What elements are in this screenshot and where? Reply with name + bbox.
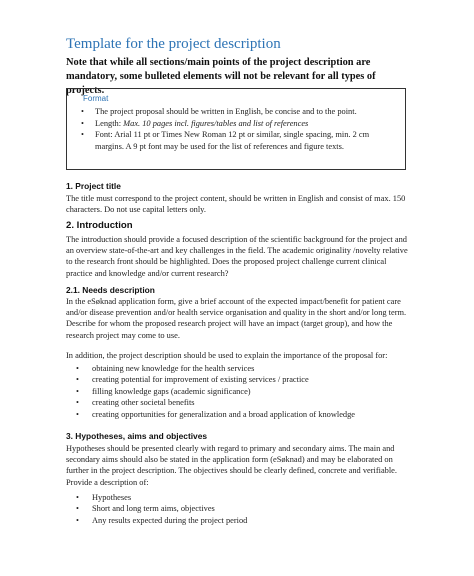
- section-1-body: The title must correspond to the project content, should be written in English and consist of max. 150 characters. Do not use capital letters only.: [66, 194, 406, 215]
- format-item-language: • The project proposal should be written in English, be concise and to the point.: [81, 106, 397, 118]
- format-item-length-value: Max. 10 pages incl. figures/tables and list of references: [123, 118, 309, 128]
- section-3-heading: 3. Hypotheses, aims and objectives: [66, 431, 208, 441]
- format-box-label: Format: [83, 94, 109, 103]
- section-2-1-body: In the eSøknad application form, give a brief account of the expected impact/benefit for patient care and/or disease prevention and/or health service organisation and quality in the short and/or long term. Describe for whom the proposed research project will have an impact (target group), and how the research project may come to use.: [66, 297, 407, 340]
- page-title: Template for the project description: [66, 36, 281, 52]
- list-item: • creating other societal benefits: [76, 397, 416, 408]
- section-3-body: Hypotheses should be presented clearly with regard to primary and secondary aims. The main and secondary aims should also be stated in the application form (eSøknad) and may be elaborated on further in the project description. The objectives should be clearly defined, concrete and verifiable. Provide a description of:: [66, 444, 397, 487]
- format-item-length: [81, 118, 397, 130]
- section-2-1-intro: In addition, the project description should be used to explain the importance of the proposal for:: [66, 351, 388, 360]
- list-item: • creating opportunities for generalization and a broad application of knowledge: [76, 409, 416, 420]
- list-item: • obtaining new knowledge for the health services: [76, 363, 416, 374]
- importance-list: [76, 363, 416, 420]
- section-2-body: The introduction should provide a focused description of the scientific background for the project and an overview state-of-the-art and key challenges in the field. The academic originality /novelty relative to the research front should be highlighted. Does the proposed project challenge current clinical practice and knowledge and/or current research?: [66, 235, 408, 278]
- section-2-heading: 2. Introduction: [66, 220, 133, 231]
- list-item: • Hypotheses: [76, 492, 416, 503]
- format-item-font: • Font: Arial 11 pt or Times New Roman 12 pt or similar, single spacing, min. 2 cm margins. A 9 pt font may be used for the list of references and figure texts.: [81, 129, 397, 152]
- list-item: • creating potential for improvement of existing services / practice: [76, 374, 416, 385]
- format-list: [81, 106, 397, 152]
- mandatory-note: Note that while all sections/main points of the project description are mandatory, some bulleted elements will not be relevant for all types of projects.: [66, 57, 376, 96]
- section-1-heading: 1. Project title: [66, 181, 121, 191]
- list-item: • Short and long term aims, objectives: [76, 503, 416, 514]
- list-item: • filling knowledge gaps (academic significance): [76, 386, 416, 397]
- format-item-length-prefix: Length:: [95, 118, 124, 128]
- section-2-1-heading: 2.1. Needs description: [66, 285, 155, 295]
- list-item: • Any results expected during the project period: [76, 515, 416, 526]
- hypotheses-list: [76, 492, 416, 526]
- format-box: [66, 88, 406, 170]
